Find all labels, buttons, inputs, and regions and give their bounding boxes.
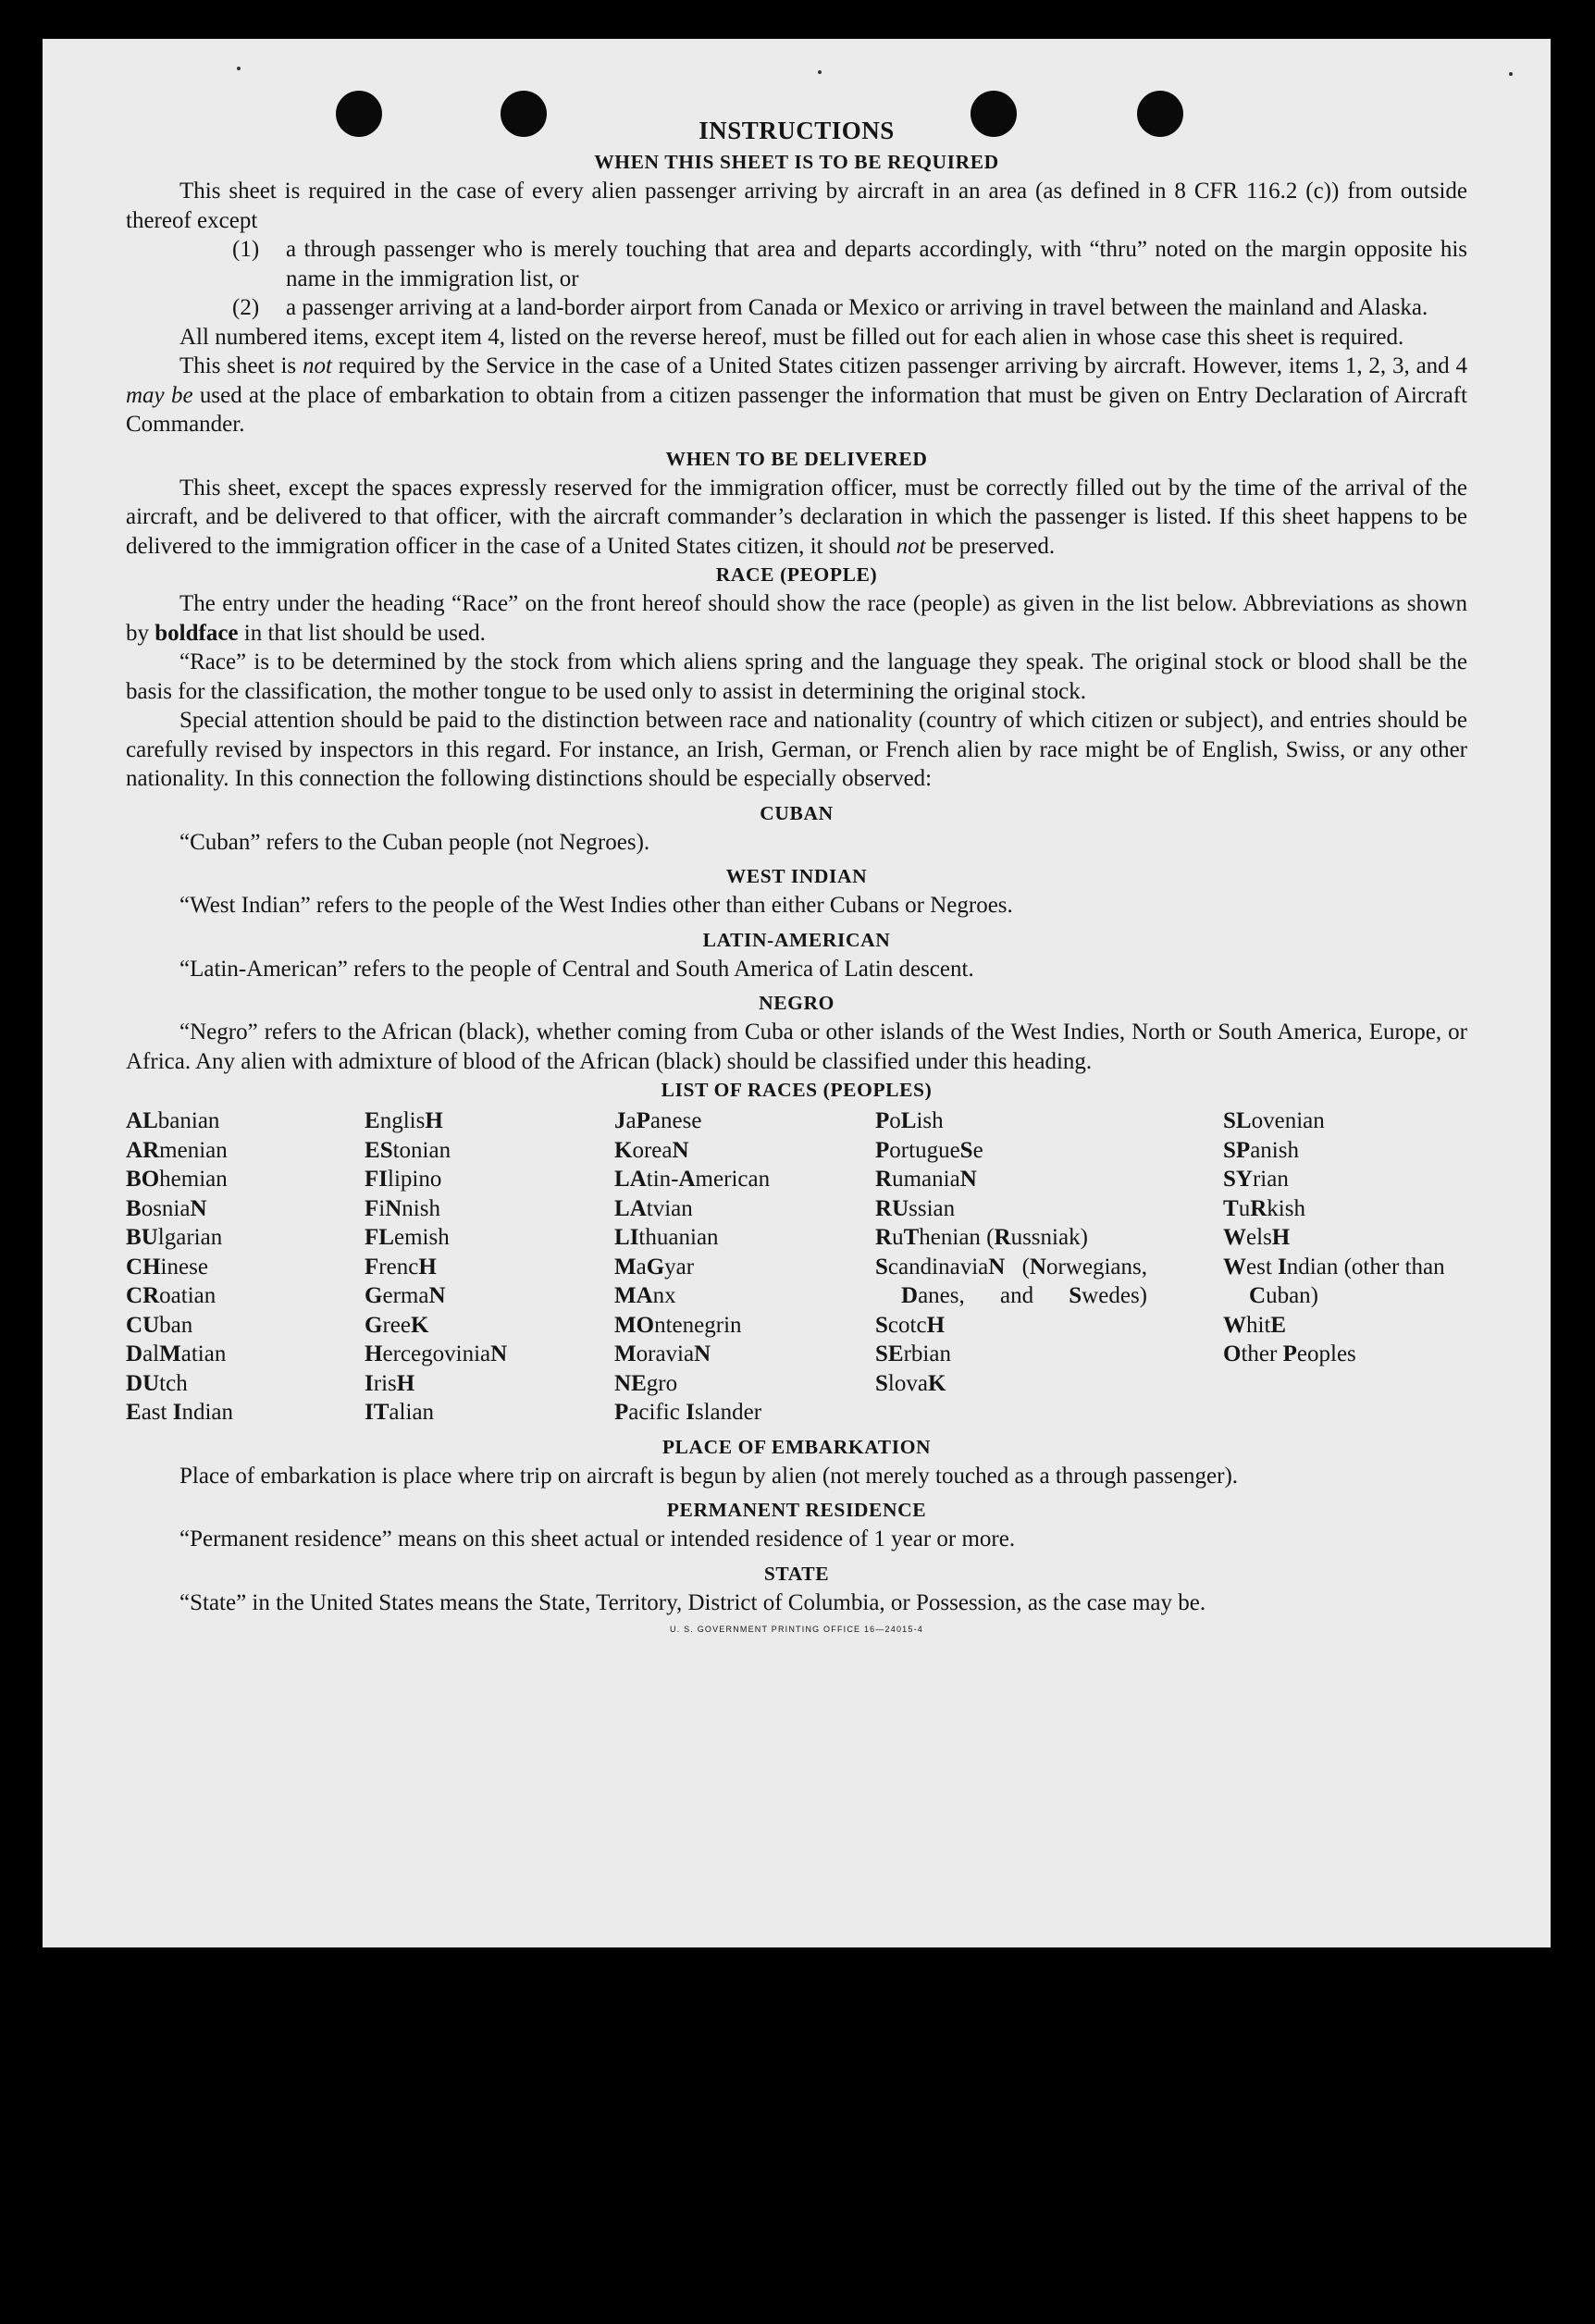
race-item: DalMatian [126, 1341, 227, 1366]
paragraph: Place of embarkation is place where trip on aircraft is begun by alien (not merely touched as a through passenger). [179, 1463, 1239, 1489]
paragraph [126, 352, 1467, 439]
text-run: in that list should be used. [238, 620, 486, 646]
section-heading: NEGRO [759, 992, 835, 1014]
document-body [126, 113, 1467, 1636]
paragraph: “State” in the United States means the State, Territory, District of Columbia, or Possession, as the case may be. [179, 1589, 1206, 1615]
clause-number: (1) [232, 237, 260, 262]
race-item: WhitE [1223, 1312, 1287, 1338]
bold-text: boldface [155, 620, 239, 646]
paragraph: “Negro” refers to the African (black), whether coming from Cuba or other islands of the West Indies, North or South America, Europe, or Africa. Any alien with admixture of blood of the African (black) should be classified under this heading. [126, 1020, 1467, 1074]
race-item: ALbanian [126, 1108, 220, 1133]
race-item: BOhemian [126, 1167, 228, 1192]
paragraph: “Race” is to be determined by the stock from which aliens spring and the language they speak. The original stock or blood shall be the basis for the classification, the mother tongue to be used only to assist in determining the original stock. [126, 649, 1467, 704]
paragraph: This sheet is required in the case of every alien passenger arriving by aircraft in an area (as defined in 8 CFR 116.2 (c)) from outside thereof except [126, 179, 1467, 233]
section-heading: RACE (PEOPLE) [715, 563, 878, 586]
text-run: be preserved. [925, 533, 1056, 559]
race-column [614, 1106, 875, 1428]
race-item: TuRkish [1223, 1195, 1305, 1221]
paragraph: All numbered items, except item 4, listed on the reverse hereof, must be filled out for each alien in whose case this sheet is required. [179, 324, 1404, 350]
race-item: BosniaN [126, 1195, 207, 1221]
race-item: CHinese [126, 1254, 208, 1279]
race-item: RuThenian (Russniak) [875, 1225, 1088, 1250]
race-item: West Indian (other than Cuban) [1223, 1254, 1445, 1308]
paragraph: “Permanent residence” means on this sheet actual or intended residence of 1 year or more. [179, 1527, 1016, 1551]
race-item: PoLish [875, 1108, 944, 1133]
race-item: LIthuanian [614, 1225, 719, 1250]
race-column [126, 1106, 365, 1428]
emphasis: may be [126, 382, 193, 408]
race-item: RumaniaN [875, 1167, 977, 1192]
emphasis: not [302, 353, 332, 378]
race-item: IrisH [365, 1370, 415, 1396]
race-column [1223, 1106, 1465, 1428]
paper-speck [1509, 72, 1513, 76]
printer-imprint: U. S. GOVERNMENT PRINTING OFFICE 16—24015-4 [670, 1625, 923, 1634]
race-item: SPanish [1223, 1137, 1299, 1163]
section-heading: CUBAN [760, 801, 834, 824]
section-heading: PLACE OF EMBARKATION [661, 1435, 932, 1458]
race-item: FrencH [365, 1254, 437, 1279]
race-item: DUtch [126, 1370, 188, 1396]
race-item: CRoatian [126, 1283, 216, 1308]
race-item: SYrian [1223, 1167, 1289, 1192]
text-run: This sheet, except the spaces expressly reserved for the immigration officer, must be correctly filled out by the time of the arrival of the aircraft, and be delivered to that officer, with the aircraft commander’s declaration in which the passenger is listed. If this sheet happens to be delivered to the immigration officer in the case of a United States citizen, it should [126, 475, 1467, 559]
emphasis: not [896, 533, 926, 559]
paragraph: “Cuban” refers to the Cuban people (not Negroes). [179, 829, 650, 855]
race-item: RUssian [875, 1195, 956, 1221]
paragraph: “Latin-American” refers to the people of Central and South America of Latin descent. [179, 956, 974, 982]
race-item: ScandinaviaN (Norwegians, Danes, and Swedes) [875, 1254, 1147, 1308]
race-item: MAnx [614, 1283, 676, 1308]
race-item: MoraviaN [614, 1341, 711, 1366]
race-item: MOntenegrin [614, 1312, 742, 1338]
section-heading: STATE [763, 1562, 830, 1585]
race-item: ScotcH [875, 1312, 946, 1338]
race-column [365, 1106, 614, 1428]
race-item: Other Peoples [1223, 1341, 1356, 1366]
race-item: WelsH [1223, 1225, 1291, 1250]
clause-text: a through passenger who is merely touching that area and departs accordingly, with “thru” noted on the margin opposite his name in the immigration list, or [286, 237, 1467, 291]
paper-speck [818, 70, 822, 74]
section-heading: LIST OF RACES (PEOPLES) [661, 1079, 933, 1101]
race-item: KoreaN [614, 1137, 689, 1163]
text-run: used at the place of embarkation to obtain from a citizen passenger the information that must be given on Entry Declaration of Aircraft Commander. [126, 382, 1468, 437]
race-item: PortugueSe [875, 1137, 983, 1163]
race-item: FLemish [365, 1225, 450, 1250]
paragraph: Special attention should be paid to the distinction between race and nationality (country of which citizen or subject), and entries should be carefully revised by inspectors in this regard. For instance, an Irish, German, or French alien by race might be of English, Swiss, or any other nationality. In this connection the following distinctions should be especially observed: [126, 708, 1467, 791]
race-item: GermaN [365, 1283, 446, 1308]
section-heading: LATIN-AMERICAN [702, 928, 891, 951]
race-item: ARmenian [126, 1137, 228, 1163]
section-heading: PERMANENT RESIDENCE [666, 1499, 927, 1521]
race-list [126, 1106, 1467, 1428]
race-item: Pacific Islander [614, 1400, 762, 1425]
document-title: INSTRUCTIONS [699, 117, 895, 144]
race-item: MaGyar [614, 1254, 695, 1279]
text-run: required by the Service in the case of a United States citizen passenger arriving by aircraft. However, items 1, 2, 3, and 4 [331, 353, 1467, 378]
race-column [875, 1106, 1147, 1428]
paper-speck [237, 67, 241, 70]
race-item: NEgro [614, 1370, 678, 1396]
race-item: BUlgarian [126, 1225, 223, 1250]
race-item: JaPanese [614, 1108, 702, 1133]
paragraph [126, 589, 1467, 648]
race-item: ITalian [365, 1400, 435, 1425]
text-run: The entry under the heading “Race” on the front hereof should show the race (people) as given in the list below. Abbreviations as shown by [126, 591, 1467, 646]
race-item: EStonian [365, 1137, 451, 1163]
race-item: SlovaK [875, 1370, 946, 1396]
race-item: SLovenian [1223, 1108, 1325, 1133]
paragraph [126, 474, 1467, 562]
race-item: LAtvian [614, 1195, 693, 1221]
clause [232, 293, 1467, 323]
section-heading: WHEN TO BE DELIVERED [665, 447, 928, 470]
race-item: East Indian [126, 1400, 234, 1425]
clause-text: a passenger arriving at a land-border airport from Canada or Mexico or arriving in travel between the mainland and Alaska. [286, 295, 1428, 320]
clause-number: (2) [232, 295, 260, 320]
race-item: CUban [126, 1312, 193, 1338]
clause [232, 235, 1467, 293]
race-item: LAtin-American [614, 1167, 771, 1192]
race-item: GreeK [365, 1312, 429, 1338]
section-heading: WHEN THIS SHEET IS TO BE REQUIRED [594, 151, 999, 173]
race-item: HercegoviniaN [365, 1341, 508, 1366]
document-sheet [43, 39, 1551, 1947]
race-item: FIlipino [365, 1167, 442, 1192]
paragraph: “West Indian” refers to the people of the West Indies other than either Cubans or Negroes. [179, 893, 1013, 918]
race-item: EnglisH [365, 1108, 443, 1133]
section-heading: WEST INDIAN [725, 865, 868, 887]
text-run: This sheet is [179, 353, 303, 378]
race-item: FiNnish [365, 1195, 440, 1221]
race-item: SErbian [875, 1341, 951, 1366]
